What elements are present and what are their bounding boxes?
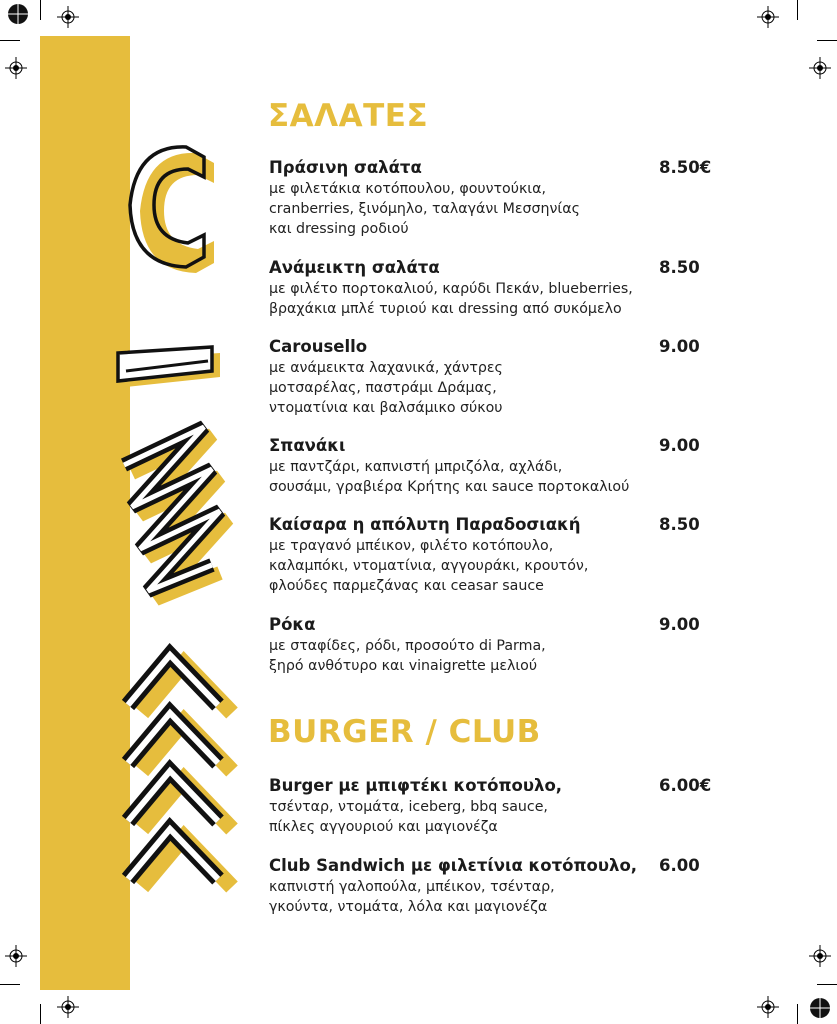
crop-mark [797,0,798,20]
item-price: 8.50€ [659,158,712,177]
menu-item [269,258,719,320]
description-line: με τραγανό μπέικον, φιλέτο κοτόπουλο, [269,538,554,554]
item-name: Καίσαρα η απόλυτη Παραδοσιακή [269,515,581,534]
description-line: cranberries, ξινόμηλο, ταλαγάνι Μεσσηνίας [269,200,580,217]
chevron-up-icon [128,713,232,771]
description-line: ντοματίνια και βαλσάμικο σύκου [269,399,503,416]
registration-mark-icon [57,6,79,28]
description-line: βραχάκια μπλέ τυριού και dressing από συκόμελο [269,300,622,317]
crop-mark [40,1004,41,1024]
item-description [269,280,719,320]
section-title-salads: ΣΑΛΑΤΕΣ [268,98,429,134]
menu-item [269,615,719,677]
menu-item [269,436,719,498]
item-name: Ανάμεικτη σαλάτα [269,258,440,277]
description-line: πίκλες αγγουριού και μαγιονέζα [269,818,498,835]
item-description [269,180,719,239]
item-price: 6.00€ [659,776,712,795]
item-price: 9.00 [659,436,700,455]
item-description [269,359,719,418]
item-price: 9.00 [659,337,700,356]
description-line: καλαμπόκι, ντοματίνια, αγγουράκι, κρουτόν, [269,557,589,574]
registration-mark-icon [5,57,27,79]
item-description [269,637,719,677]
description-line: σουσάμι, γραβιέρα Κρήτης και sauce πορτοκαλιού [269,478,630,495]
registration-mark-icon [5,945,27,967]
description-line: μοτσαρέλας, παστράμι Δράμας, [269,379,497,396]
item-price: 6.00 [659,856,700,875]
item-price: 8.50 [659,258,700,277]
description-line: τσένταρ, ντομάτα, iceberg, bbq sauce, [269,799,548,815]
crop-mark [817,40,837,41]
item-price: 8.50 [659,515,700,534]
item-name: Πράσινη σαλάτα [269,158,422,177]
item-name: Carousello [269,337,368,356]
chevron-up-icon [128,771,232,829]
registration-mark-icon [757,996,779,1018]
description-line: με παντζάρι, καπνιστή μπριζόλα, αχλάδι, [269,459,563,475]
item-name: Ρόκα [269,615,316,634]
menu-item [269,776,719,838]
chevron-up-icon [128,655,232,713]
description-line: καπνιστή γαλοπούλα, μπέικον, τσένταρ, [269,879,555,895]
crop-mark [797,1004,798,1024]
section-title-burger-club: BURGER / CLUB [268,714,541,750]
crop-mark [0,40,20,41]
registration-mark-icon [809,945,831,967]
description-line: με φιλέτο πορτοκαλιού, καρύδι Πεκάν, blueberries, [269,281,633,297]
item-name: Club Sandwich με φιλετίνια κοτόπουλο, [269,856,638,875]
item-description [269,798,719,838]
crop-mark [40,0,41,20]
item-name: Σπανάκι [269,436,346,455]
chevron-up-icon [128,829,232,887]
description-line: ξηρό ανθότυρο και vinaigrette μελιού [269,657,538,674]
color-bar-icon [6,2,30,26]
menu-item [269,515,719,596]
color-bar-icon [808,996,832,1020]
item-name: Burger με μπιφτέκι κοτόπουλο, [269,776,563,795]
item-description [269,458,719,498]
description-line: και dressing ροδιού [269,220,409,237]
item-description [269,537,719,596]
description-line: με ανάμεικτα λαχανικά, χάντρες [269,360,503,376]
crop-mark [817,984,837,985]
item-description [269,878,719,918]
registration-mark-icon [57,996,79,1018]
menu-item [269,856,719,918]
carousel-logo-graphic [108,135,238,895]
menu-item [269,158,719,239]
item-price: 9.00 [659,615,700,634]
menu-item [269,337,719,418]
description-line: φλούδες παρμεζάνας και ceasar sauce [269,577,544,594]
description-line: με φιλετάκια κοτόπουλου, φουντούκια, [269,181,546,197]
description-line: με σταφίδες, ρόδι, προσούτο di Parma, [269,638,546,654]
crop-mark [0,984,20,985]
description-line: γκούντα, ντομάτα, λόλα και μαγιονέζα [269,898,548,915]
registration-mark-icon [809,57,831,79]
registration-mark-icon [757,6,779,28]
